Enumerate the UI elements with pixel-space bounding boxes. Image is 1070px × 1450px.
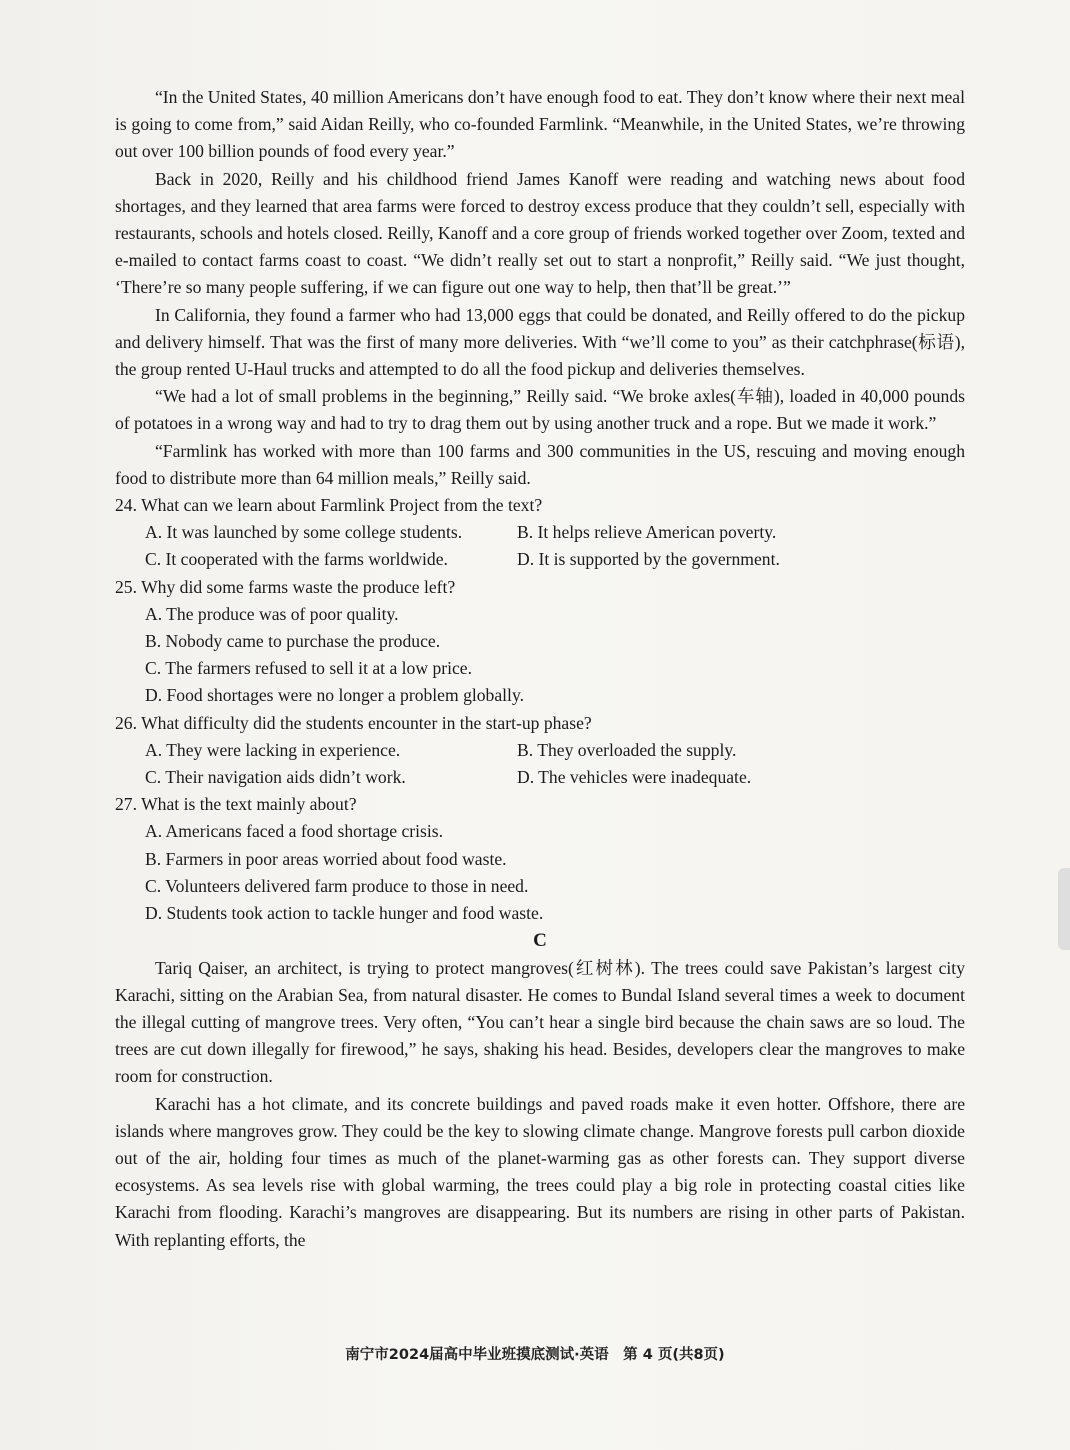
option-c: C. It cooperated with the farms worldwide. (145, 549, 448, 570)
question-26 (115, 710, 965, 792)
question-25 (115, 574, 965, 710)
question-24 (115, 492, 965, 574)
option-b: B. They overloaded the supply. (517, 739, 737, 760)
question-27 (115, 791, 965, 927)
option-a: A. The produce was of poor quality. (145, 603, 399, 624)
option-b: B. Nobody came to purchase the produce. (145, 631, 441, 652)
passage-paragraph-2: Back in 2020, Reilly and his childhood friend James Kanoff were reading and watching news about food shortages, and they learned that area farms were forced to destroy excess produce that they couldn’t sell, especially with restaurants, schools and hotels closed. Reilly, Kanoff and a core group of friends worked together over Zoom, texted and e-mailed to contact farms coast to coast. “We didn’t really set out to start a nonprofit,” Reilly said. “We just thought, ‘There’re so many people suffering, if we can figure out one way to help, then that’ll be great.’” (115, 168, 965, 298)
passage-paragraph-5: “Farmlink has worked with more than 100 farms and 300 communities in the US, rescuing and moving enough food to distribute more than 64 million meals,” Reilly said. (115, 440, 965, 488)
option-row (115, 737, 965, 764)
scroll-tab (1058, 868, 1070, 950)
passage-c-paragraph-2: Karachi has a hot climate, and its concrete buildings and paved roads make it even hotter. Offshore, there are islands where mangroves grow. They could be the key to slowing climate change. Mangrove forests pull carbon dioxide out of the air, holding four times as much of the planet-warming gas as other forests can. They support diverse ecosystems. As sea levels rise with global warming, the trees could play a big role in protecting coastal cities like Karachi from flooding. Karachi’s mangroves are disappearing. But its numbers are rising in other parts of Pakistan. With replanting efforts, the (115, 1093, 965, 1250)
option-c: C. The farmers refused to sell it at a low price. (145, 658, 473, 679)
option-c: C. Their navigation aids didn’t work. (145, 767, 406, 788)
option-d: D. Students took action to tackle hunger and food waste. (145, 903, 544, 924)
option-a: A. It was launched by some college students. (145, 522, 463, 543)
question-stem: 25. Why did some farms waste the produce left? (115, 576, 456, 597)
option-c: C. Volunteers delivered farm produce to those in need. (145, 875, 529, 896)
passage-paragraph-4: “We had a lot of small problems in the beginning,” Reilly said. “We broke axles(车轴), loaded in 40,000 pounds of potatoes in a wrong way and had to try to drag them out by using another truck and a rope. But we made it work.” (115, 386, 965, 434)
passage-c-paragraph-1: Tariq Qaiser, an architect, is trying to protect mangroves(红树林). The trees could save Pakistan’s largest city Karachi, sitting on the Arabian Sea, from natural disaster. He comes to Bundal Island several times a week to document the illegal cutting of mangrove trees. Very often, “You can’t hear a single bird because the chain saws are so loud. The trees are cut down illegally for firewood,” he says, shaking his head. Besides, developers clear the mangroves to make room for construction. (115, 957, 965, 1087)
passage-paragraph-1: “In the United States, 40 million Americans don’t have enough food to eat. They don’t know where their next meal is going to come from,” said Aidan Reilly, who co-founded Farmlink. “Meanwhile, in the United States, we’re throwing out over 100 billion pounds of food every year.” (115, 87, 965, 162)
option-d: D. Food shortages were no longer a problem globally. (145, 685, 524, 706)
section-heading: C (533, 930, 547, 952)
passage-paragraph-3: In California, they found a farmer who had 13,000 eggs that could be donated, and Reilly offered to do the pickup and delivery himself. That was the first of many more deliveries. With “we’ll come to you” as their catchphrase(标语), the group rented U-Haul trucks and attempted to do all the food pickup and deliveries themselves. (115, 304, 965, 380)
option-d: D. The vehicles were inadequate. (517, 767, 752, 788)
page-content (115, 84, 965, 1254)
option-b: B. It helps relieve American poverty. (517, 522, 777, 543)
option-row (115, 519, 965, 546)
option-d: D. It is supported by the government. (517, 549, 780, 570)
question-stem: 26. What difficulty did the students encounter in the start-up phase? (115, 712, 592, 733)
page-footer: 南宁市2024届高中毕业班摸底测试·英语 第 4 页(共8页) (345, 1347, 725, 1363)
option-a: A. Americans faced a food shortage crisis. (145, 821, 444, 842)
option-b: B. Farmers in poor areas worried about food waste. (145, 848, 507, 869)
question-stem: 27. What is the text mainly about? (115, 794, 357, 815)
question-stem: 24. What can we learn about Farmlink Project from the text? (115, 495, 543, 516)
option-row (115, 546, 965, 573)
option-a: A. They were lacking in experience. (145, 739, 401, 760)
option-row (115, 764, 965, 791)
